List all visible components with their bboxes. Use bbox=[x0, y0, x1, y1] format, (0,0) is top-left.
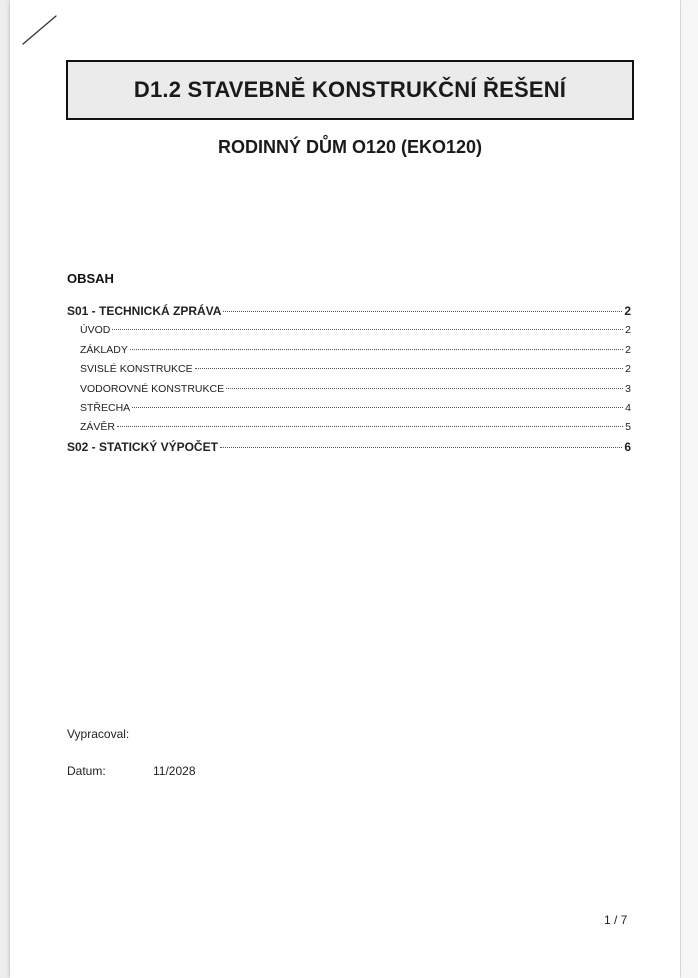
toc-dot-leader bbox=[226, 388, 623, 389]
toc-entry-page: 5 bbox=[625, 421, 631, 434]
toc-dot-leader bbox=[220, 447, 622, 448]
toc-dot-leader bbox=[117, 426, 623, 427]
toc-entry-page: 2 bbox=[625, 363, 631, 376]
toc-entry-label: ZÁKLADY bbox=[80, 343, 128, 356]
document-page bbox=[10, 0, 680, 978]
toc-entry-page: 2 bbox=[625, 343, 631, 356]
worked-by-label: Vypracoval: bbox=[67, 727, 130, 741]
toc-entry-page: 2 bbox=[624, 304, 631, 318]
toc-dot-leader bbox=[195, 368, 624, 369]
toc-entry-label: ZÁVĚR bbox=[80, 421, 116, 434]
toc-entry-label: STŘECHA bbox=[80, 401, 131, 414]
date-value: 11/2028 bbox=[153, 764, 196, 778]
pen-stroke-icon bbox=[20, 10, 60, 50]
toc-entry-staticky-vypocet[interactable] bbox=[67, 438, 631, 457]
date-label: Datum: bbox=[67, 764, 106, 778]
toc-entry-uvod[interactable] bbox=[67, 321, 631, 340]
toc-dot-leader bbox=[112, 329, 623, 330]
toc-dot-leader bbox=[130, 349, 623, 350]
toc-entry-vodorovne-konstrukce[interactable] bbox=[67, 380, 631, 399]
toc-entry-page: 3 bbox=[625, 382, 631, 395]
toc-dot-leader bbox=[223, 311, 622, 312]
title-box bbox=[66, 60, 634, 120]
toc-heading: OBSAH bbox=[67, 271, 114, 286]
toc-entry-technicka-zprava[interactable] bbox=[67, 302, 631, 321]
viewer-side-strip bbox=[681, 0, 698, 978]
document-title: D1.2 STAVEBNĚ KONSTRUKČNÍ ŘEŠENÍ bbox=[133, 77, 567, 102]
toc-entry-label: SVISLÉ KONSTRUKCE bbox=[80, 363, 193, 376]
toc-entry-page: 2 bbox=[625, 324, 631, 337]
toc-entry-strecha[interactable] bbox=[67, 399, 631, 418]
toc-dot-leader bbox=[132, 407, 623, 408]
table-of-contents bbox=[67, 302, 631, 457]
toc-entry-svisle-konstrukce[interactable] bbox=[67, 360, 631, 379]
toc-entry-page: 6 bbox=[624, 439, 631, 454]
date-row bbox=[67, 764, 196, 778]
document-subtitle: RODINNÝ DŮM O120 (EKO120) bbox=[217, 137, 483, 157]
toc-entry-label: VODOROVNÉ KONSTRUKCE bbox=[80, 382, 225, 395]
toc-entry-label: S01 - TECHNICKÁ ZPRÁVA bbox=[67, 304, 222, 318]
toc-entry-label: ÚVOD bbox=[80, 324, 111, 337]
toc-entry-page: 4 bbox=[625, 401, 631, 414]
toc-entry-zaver[interactable] bbox=[67, 418, 631, 437]
page-number: 1 / 7 bbox=[604, 913, 628, 927]
toc-entry-zaklady[interactable] bbox=[67, 341, 631, 360]
toc-entry-label: S02 - STATICKÝ VÝPOČET bbox=[67, 439, 218, 454]
